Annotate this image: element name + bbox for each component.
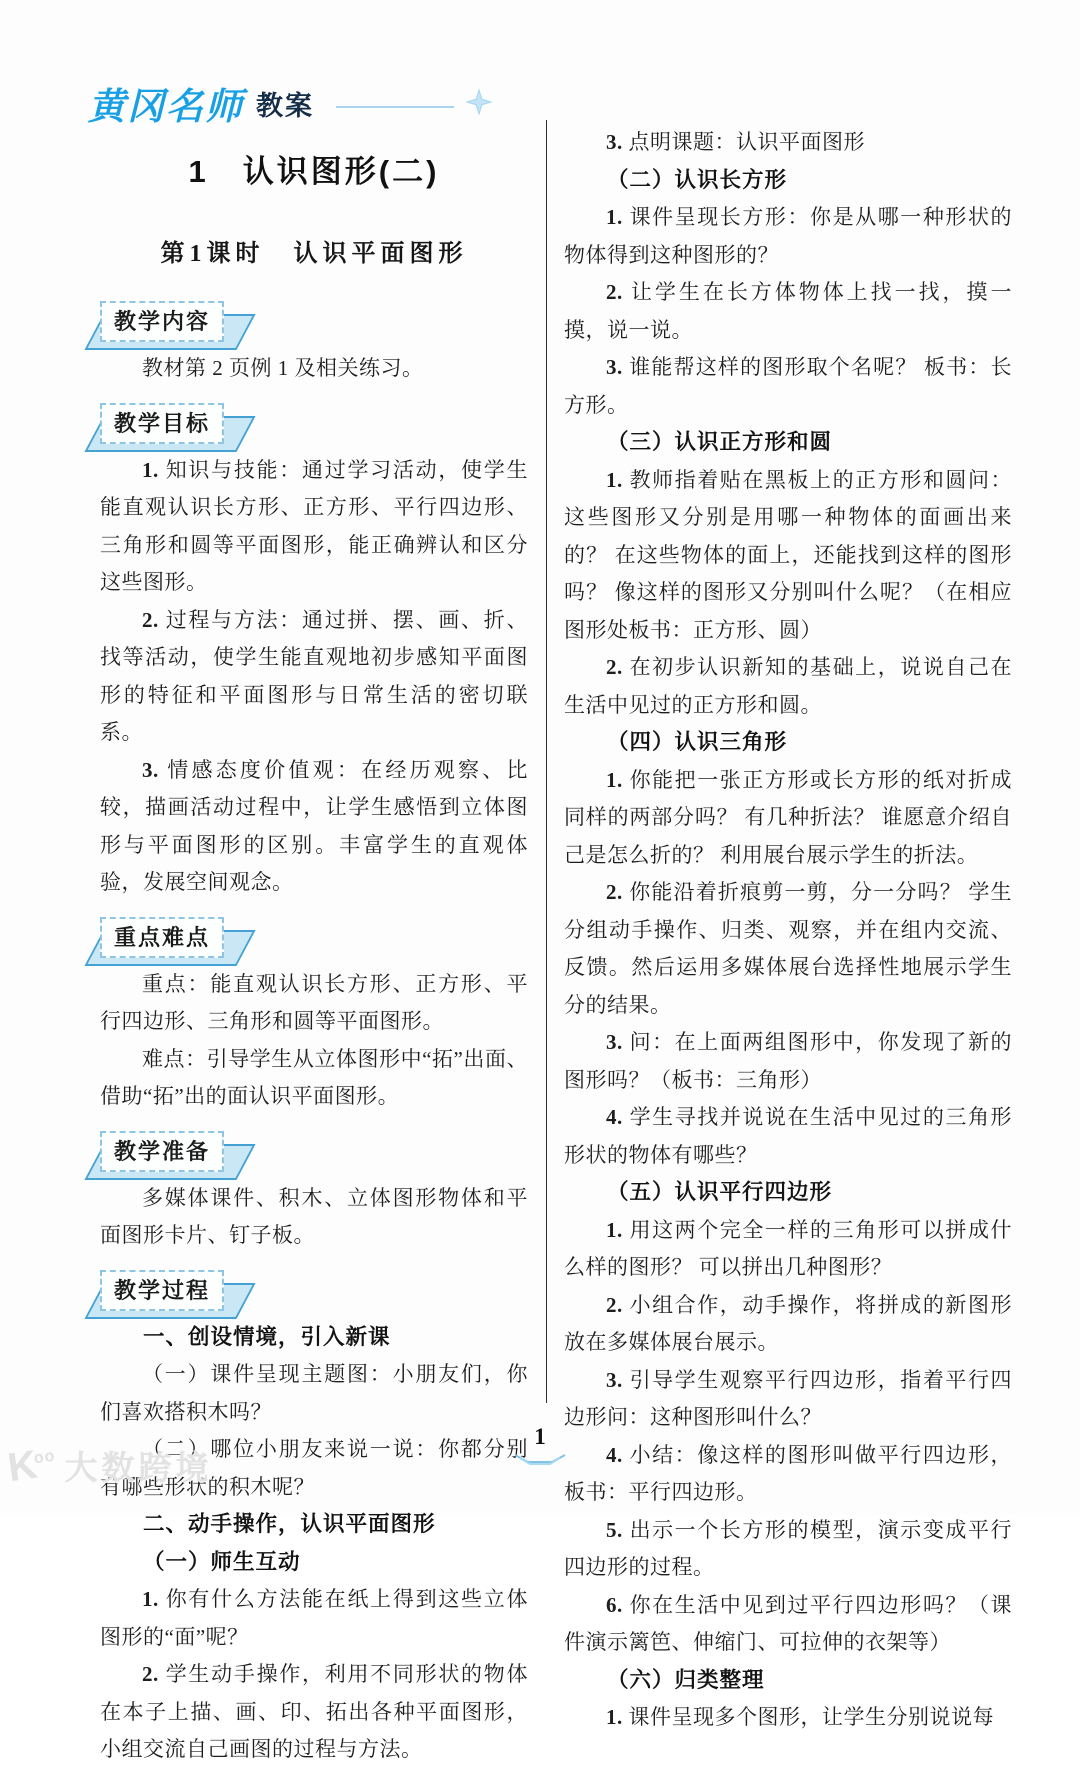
badge-label: 教学过程: [100, 1270, 224, 1311]
badge-label: 教学准备: [100, 1131, 224, 1172]
section-badge: [100, 1270, 224, 1311]
session-title: 第1课时 认识平面图形: [160, 241, 468, 267]
paragraph: 1. 你有什么方法能在纸上得到这些立体图形的“面”呢？: [100, 1587, 528, 1649]
page-header: [88, 76, 494, 130]
paragraph: 3. 点明课题：认识平面图形: [606, 130, 865, 154]
paragraph-number: 2.: [142, 607, 166, 632]
paragraph: 多媒体课件、积木、立体图形物体和平面图形卡片、钉子板。: [100, 1185, 528, 1247]
page-number-wave-icon: [513, 1452, 567, 1466]
paragraph-number: 1.: [606, 467, 630, 492]
section-heading: 一、创设情境，引入新课: [143, 1324, 391, 1349]
right-column-blocks: [564, 124, 1012, 1737]
paragraph-number: 2.: [606, 280, 631, 304]
paragraph-number: 4.: [606, 1105, 630, 1129]
paragraph-number: 1.: [606, 205, 630, 229]
paragraph: （一）课件呈现主题图：小朋友们，你们喜欢搭积木吗？: [100, 1362, 528, 1424]
paragraph: 3. 问：在上面两组图形中，你发现了新的图形吗？（板书：三角形）: [564, 1030, 1013, 1092]
paragraph: 1. 用这两个完全一样的三角形可以拼成什么样的图形？ 可以拼出几种图形？: [564, 1217, 1013, 1279]
section-heading: （五）认识平行四边形: [607, 1180, 833, 1204]
section-heading: （六）归类整理: [607, 1667, 765, 1692]
paragraph: 教材第 2 页例 1 及相关练习。: [142, 356, 424, 380]
paragraph: 2. 让学生在长方体物体上找一找，摸一摸，说一说。: [564, 280, 1012, 342]
paragraph-number: 1.: [142, 457, 166, 482]
section-heading: （一）师生互动: [143, 1549, 301, 1574]
paragraph-number: 2.: [606, 655, 630, 679]
paragraph: 1. 知识与技能：通过学习活动，使学生能直观认识长方形、正方形、平行四边形、三角形和圆等平面图形，能正确辨认和区分这些图形。: [100, 457, 528, 594]
section-badge: [100, 403, 224, 444]
brand-suffix: 教案: [256, 90, 314, 121]
page-title: 1 认识图形(二): [188, 154, 440, 189]
section-badge: [100, 1131, 224, 1172]
paragraph: 2. 过程与方法：通过拼、摆、画、折、找等活动，使学生能直观地初步感知平面图形的特征和平面图形与日常生活的密切联系。: [100, 607, 528, 744]
paragraph: 2. 在初步认识新知的基础上，说说自己在生活中见过的正方形和圆。: [564, 655, 1013, 717]
paragraph: 1. 课件呈现长方形：你是从哪一种形状的物体得到这种图形的？: [564, 205, 1013, 267]
paragraph-number: 3.: [142, 757, 168, 782]
paragraph-number: 2.: [606, 880, 630, 904]
section-heading: （三）认识正方形和圆: [607, 430, 833, 454]
paragraph: 难点：引导学生从立体图形中“拓”出面、借助“拓”出的面认识平面图形。: [100, 1046, 528, 1108]
column-divider: [546, 120, 547, 1403]
paragraph-number: 4.: [606, 1442, 630, 1467]
paragraph-number: 3.: [606, 355, 630, 379]
brand-logo: 黄冈名师: [88, 86, 244, 127]
paragraph-number: 5.: [606, 1517, 630, 1542]
paragraph-number: 3.: [606, 1030, 630, 1054]
paragraph: 3. 引导学生观察平行四边形，指着平行四边形问：这种图形叫什么？: [564, 1367, 1013, 1429]
watermark-k-logo-icon: $K^{oo}$: [5, 1442, 57, 1491]
paragraph: 3. 情感态度价值观：在经历观察、比较，描画活动过程中，让学生感悟到立体图形与平面图形的区别。丰富学生的直观体验，发展空间观念。: [100, 757, 528, 894]
paragraph-number: 6.: [606, 1592, 630, 1617]
watermark-label: 大数跨境: [64, 1449, 213, 1486]
section-badge: [100, 917, 224, 958]
paragraph: 2. 小组合作，动手操作，将拼成的新图形放在多媒体展台展示。: [564, 1292, 1013, 1354]
paragraph-number: 1.: [606, 767, 630, 792]
paragraph: （二）哪位小朋友来说一说：你都分别有哪些形状的积木呢？: [100, 1437, 528, 1499]
paragraph: 4. 小结：像这样的图形叫做平行四边形，板书：平行四边形。: [564, 1442, 1013, 1504]
paragraph: 5. 出示一个长方形的模型，演示变成平行四边形的过程。: [564, 1517, 1013, 1579]
paragraph: 1. 你能把一张正方形或长方形的纸对折成同样的两部分吗？ 有几种折法？ 谁愿意介绍自己是怎么折的？ 利用展台展示学生的折法。: [564, 767, 1013, 867]
four-point-star-icon: [464, 87, 494, 122]
badge-label: 重点难点: [100, 917, 224, 958]
paragraph: 4. 学生寻找并说说在生活中见过的三角形形状的物体有哪些？: [564, 1105, 1013, 1167]
watermark: [5, 1442, 213, 1491]
paragraph: 2. 你能沿着折痕剪一剪，分一分吗？ 学生分组动手操作、归类、观察，并在组内交流、反馈。然后运用多媒体展台选择性地展示学生分的结果。: [564, 880, 1013, 1017]
right-column: [564, 124, 1012, 1737]
section-badge: [100, 301, 224, 342]
paragraph: 2. 学生动手操作，利用不同形状的物体在本子上描、画、印、拓出各种平面图形，小组交流自己画图的过程与方法。: [100, 1662, 528, 1761]
paragraph-number: 2.: [606, 1292, 630, 1317]
section-heading: （四）认识三角形: [607, 730, 788, 754]
paragraph-number: 1.: [142, 1587, 166, 1611]
page-number: 1: [534, 1424, 546, 1449]
paragraph: 3. 谁能帮这样的图形取个名呢？ 板书：长方形。: [564, 355, 1013, 417]
paragraph-number: 1.: [606, 1705, 629, 1729]
left-column-blocks: [100, 286, 528, 1769]
paragraph-number: 1.: [606, 1217, 630, 1242]
paragraph-number: 3.: [606, 130, 629, 154]
section-heading: 二、动手操作，认识平面图形: [143, 1512, 436, 1536]
paragraph: 1. 课件呈现多个图形，让学生分别说说每: [606, 1705, 994, 1729]
paragraph: 重点：能直观认识长方形、正方形、平行四边形、三角形和圆等平面图形。: [100, 971, 528, 1033]
badge-label: 教学目标: [100, 403, 224, 444]
paragraph: 1. 教师指着贴在黑板上的正方形和圆问：这些图形又分别是用哪一种物体的面画出来的？ 在这些物体的面上，还能找到这样的图形吗？ 像这样的图形又分别叫什么呢？（在相应图形处板书：正方形、圆）: [564, 467, 1013, 642]
left-column: [100, 132, 528, 1769]
paragraph-number: 2.: [142, 1662, 166, 1686]
header-rule: [336, 106, 454, 108]
badge-label: 教学内容: [100, 301, 224, 342]
paragraph: 6. 你在生活中见到过平行四边形吗？（课件演示篱笆、伸缩门、可拉伸的衣架等）: [564, 1592, 1013, 1654]
section-heading: （二）认识长方形: [607, 167, 788, 192]
paragraph-number: 3.: [606, 1367, 630, 1392]
